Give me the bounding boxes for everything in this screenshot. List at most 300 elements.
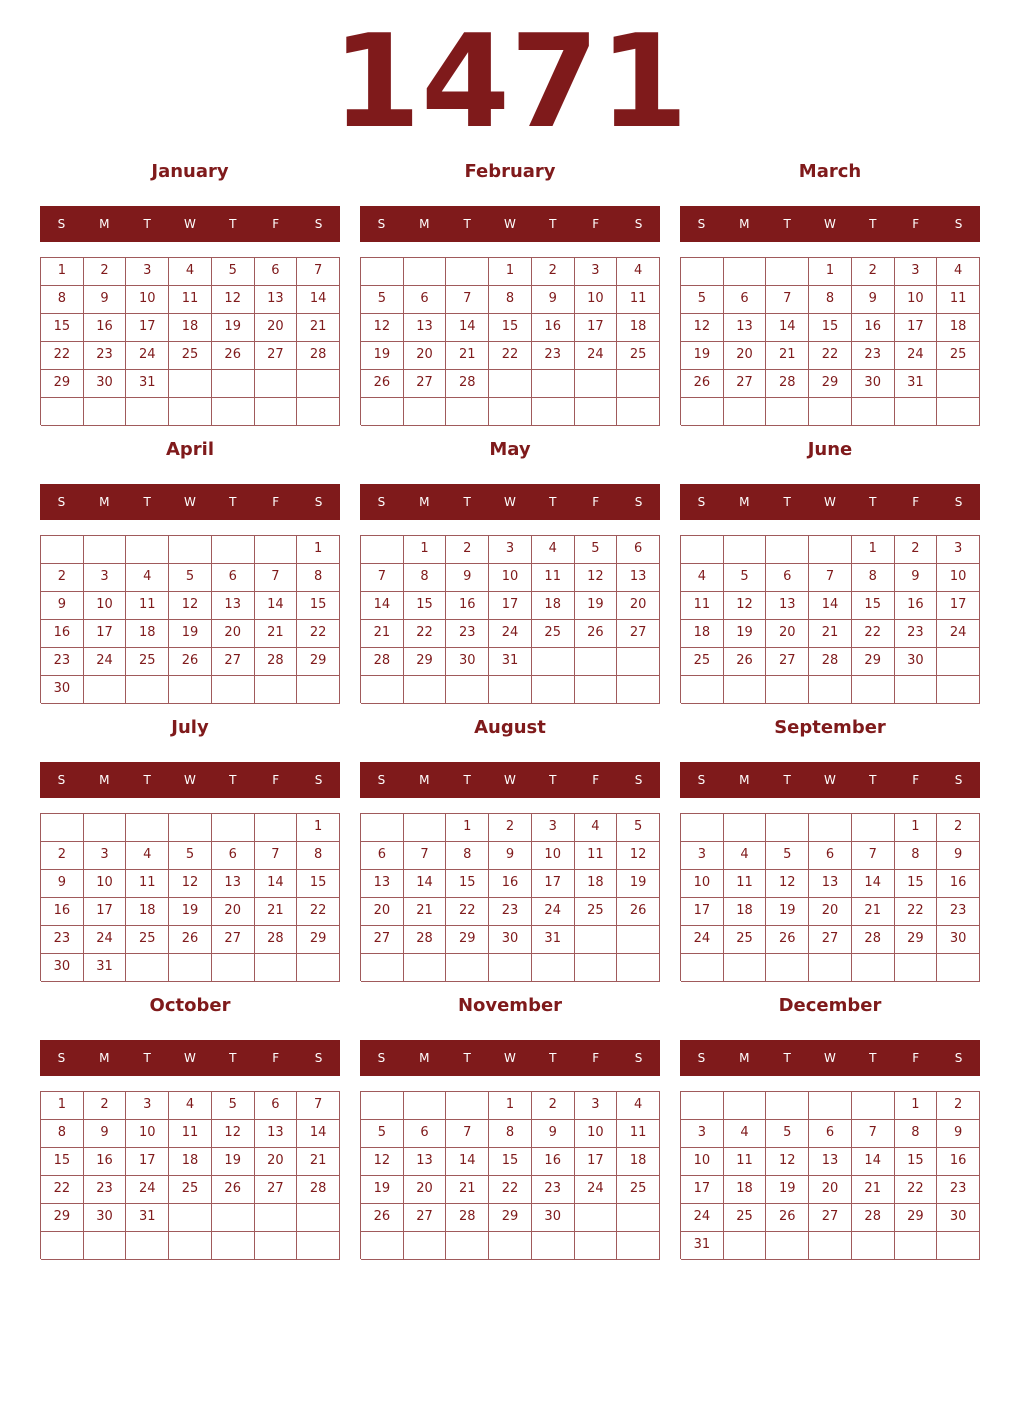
day-cell: 1 (297, 814, 340, 842)
day-cell: 21 (809, 620, 852, 648)
weekday-label: F (272, 773, 280, 787)
day-cell: 6 (617, 536, 660, 564)
year-title: 1471 (331, 8, 689, 157)
day-cell: 31 (895, 370, 938, 398)
day-cell: 1 (446, 814, 489, 842)
day-cell: 24 (126, 1176, 169, 1204)
weekday-label: M (99, 773, 110, 787)
day-cell: 10 (681, 1148, 724, 1176)
empty-cell (255, 676, 298, 704)
day-cell: 26 (724, 648, 767, 676)
day-cell: 27 (361, 926, 404, 954)
day-cell: 19 (361, 1176, 404, 1204)
day-cell: 1 (809, 258, 852, 286)
day-cell: 25 (617, 1176, 660, 1204)
empty-cell (404, 954, 447, 982)
day-grid (680, 257, 980, 425)
weekday-label: S (377, 495, 386, 509)
day-cell: 30 (84, 370, 127, 398)
weekday-label: W (504, 1051, 516, 1065)
weekday-label: S (57, 217, 66, 231)
empty-cell (809, 536, 852, 564)
day-cell: 20 (255, 1148, 298, 1176)
day-cell: 9 (532, 1120, 575, 1148)
empty-cell (937, 370, 980, 398)
empty-cell (617, 954, 660, 982)
day-cell: 10 (126, 1120, 169, 1148)
day-cell: 16 (852, 314, 895, 342)
empty-cell (575, 1232, 618, 1260)
weekday-label: T (463, 1051, 471, 1065)
empty-cell (126, 1232, 169, 1260)
day-cell: 26 (169, 926, 212, 954)
day-cell: 16 (84, 1148, 127, 1176)
day-cell: 24 (126, 342, 169, 370)
day-cell: 18 (724, 898, 767, 926)
weekday-label: S (697, 773, 706, 787)
empty-cell (255, 1232, 298, 1260)
day-cell: 24 (681, 926, 724, 954)
day-cell: 25 (575, 898, 618, 926)
day-cell: 19 (169, 620, 212, 648)
day-cell: 6 (809, 842, 852, 870)
empty-cell (937, 954, 980, 982)
day-cell: 7 (446, 1120, 489, 1148)
day-cell: 7 (361, 564, 404, 592)
day-cell: 13 (212, 870, 255, 898)
day-cell: 15 (489, 1148, 532, 1176)
empty-cell (404, 398, 447, 426)
day-cell: 7 (766, 286, 809, 314)
day-cell: 11 (126, 592, 169, 620)
day-cell: 1 (895, 814, 938, 842)
weekday-label: W (504, 773, 516, 787)
empty-cell (895, 954, 938, 982)
weekday-label: T (143, 1051, 151, 1065)
day-cell: 19 (766, 1176, 809, 1204)
day-cell: 21 (446, 342, 489, 370)
day-cell: 12 (212, 1120, 255, 1148)
day-cell: 13 (809, 870, 852, 898)
day-cell: 18 (681, 620, 724, 648)
day-cell: 31 (681, 1232, 724, 1260)
month-title: May (489, 439, 531, 460)
day-cell: 15 (404, 592, 447, 620)
day-cell: 18 (126, 620, 169, 648)
empty-cell (489, 676, 532, 704)
day-cell: 22 (489, 342, 532, 370)
empty-cell (361, 954, 404, 982)
day-cell: 23 (489, 898, 532, 926)
day-cell: 24 (84, 648, 127, 676)
month-title: January (151, 161, 229, 182)
day-cell: 3 (126, 258, 169, 286)
empty-cell (212, 1232, 255, 1260)
empty-cell (766, 258, 809, 286)
day-cell: 17 (681, 1176, 724, 1204)
day-cell: 6 (724, 286, 767, 314)
day-cell: 8 (895, 842, 938, 870)
day-cell: 21 (446, 1176, 489, 1204)
day-cell: 30 (489, 926, 532, 954)
day-cell: 9 (84, 1120, 127, 1148)
day-cell: 8 (489, 1120, 532, 1148)
day-cell: 2 (532, 258, 575, 286)
weekday-label: S (634, 1051, 643, 1065)
weekday-label: T (229, 217, 237, 231)
day-cell: 10 (532, 842, 575, 870)
day-cell: 15 (895, 1148, 938, 1176)
day-cell: 30 (852, 370, 895, 398)
day-cell: 8 (446, 842, 489, 870)
day-cell: 16 (532, 314, 575, 342)
day-cell: 20 (404, 1176, 447, 1204)
weekday-label: W (184, 1051, 196, 1065)
day-cell: 5 (361, 1120, 404, 1148)
day-cell: 7 (297, 1092, 340, 1120)
day-cell: 25 (681, 648, 724, 676)
weekday-header (680, 484, 980, 520)
weekday-label: F (592, 217, 600, 231)
day-cell: 7 (255, 564, 298, 592)
day-cell: 4 (617, 258, 660, 286)
weekday-label: T (869, 495, 877, 509)
day-cell: 22 (41, 342, 84, 370)
weekday-label: S (697, 217, 706, 231)
empty-cell (724, 1232, 767, 1260)
day-cell: 17 (84, 620, 127, 648)
day-cell: 17 (895, 314, 938, 342)
day-cell: 9 (895, 564, 938, 592)
day-cell: 17 (681, 898, 724, 926)
day-cell: 20 (617, 592, 660, 620)
day-cell: 27 (617, 620, 660, 648)
empty-cell (169, 814, 212, 842)
weekday-label: T (869, 773, 877, 787)
day-cell: 27 (212, 926, 255, 954)
day-cell: 5 (766, 1120, 809, 1148)
day-cell: 2 (532, 1092, 575, 1120)
day-cell: 15 (297, 870, 340, 898)
day-grid (40, 535, 340, 703)
empty-cell (361, 536, 404, 564)
day-cell: 20 (809, 1176, 852, 1204)
day-cell: 21 (297, 1148, 340, 1176)
empty-cell (575, 926, 618, 954)
empty-cell (297, 676, 340, 704)
day-cell: 21 (852, 898, 895, 926)
day-cell: 22 (489, 1176, 532, 1204)
empty-cell (766, 1232, 809, 1260)
day-cell: 23 (532, 1176, 575, 1204)
day-cell: 15 (297, 592, 340, 620)
day-cell: 26 (617, 898, 660, 926)
weekday-label: T (869, 217, 877, 231)
weekday-label: W (824, 217, 836, 231)
empty-cell (681, 398, 724, 426)
empty-cell (361, 1232, 404, 1260)
day-cell: 10 (895, 286, 938, 314)
day-cell: 17 (489, 592, 532, 620)
empty-cell (297, 370, 340, 398)
day-cell: 11 (681, 592, 724, 620)
day-cell: 10 (681, 870, 724, 898)
weekday-label: S (314, 773, 323, 787)
day-cell: 31 (84, 954, 127, 982)
day-cell: 10 (489, 564, 532, 592)
day-cell: 16 (41, 898, 84, 926)
empty-cell (809, 1092, 852, 1120)
day-cell: 30 (84, 1204, 127, 1232)
weekday-header (680, 762, 980, 798)
day-cell: 3 (84, 564, 127, 592)
weekday-label: T (869, 1051, 877, 1065)
day-cell: 2 (446, 536, 489, 564)
day-cell: 18 (126, 898, 169, 926)
weekday-label: M (739, 217, 750, 231)
day-cell: 10 (84, 870, 127, 898)
day-cell: 5 (361, 286, 404, 314)
day-cell: 20 (212, 620, 255, 648)
day-cell: 16 (895, 592, 938, 620)
day-cell: 26 (212, 1176, 255, 1204)
weekday-label: S (954, 773, 963, 787)
weekday-label: S (314, 1051, 323, 1065)
day-cell: 4 (724, 842, 767, 870)
day-cell: 23 (446, 620, 489, 648)
empty-cell (255, 370, 298, 398)
day-cell: 26 (361, 370, 404, 398)
day-cell: 19 (617, 870, 660, 898)
weekday-label: M (99, 217, 110, 231)
day-cell: 28 (809, 648, 852, 676)
day-cell: 9 (84, 286, 127, 314)
weekday-label: S (634, 217, 643, 231)
day-cell: 15 (41, 1148, 84, 1176)
empty-cell (489, 370, 532, 398)
day-cell: 8 (41, 286, 84, 314)
day-cell: 25 (169, 1176, 212, 1204)
empty-cell (937, 1232, 980, 1260)
day-cell: 7 (446, 286, 489, 314)
day-cell: 4 (126, 564, 169, 592)
day-cell: 9 (532, 286, 575, 314)
day-cell: 14 (852, 870, 895, 898)
day-cell: 16 (532, 1148, 575, 1176)
weekday-label: S (314, 217, 323, 231)
weekday-label: T (229, 495, 237, 509)
month-title: September (774, 717, 886, 738)
empty-cell (404, 1092, 447, 1120)
empty-cell (404, 1232, 447, 1260)
day-cell: 3 (895, 258, 938, 286)
day-cell: 25 (937, 342, 980, 370)
day-cell: 1 (895, 1092, 938, 1120)
day-cell: 28 (446, 1204, 489, 1232)
month-title: March (798, 161, 862, 182)
day-cell: 6 (404, 286, 447, 314)
day-cell: 14 (255, 592, 298, 620)
empty-cell (126, 398, 169, 426)
empty-cell (724, 814, 767, 842)
empty-cell (41, 814, 84, 842)
day-cell: 4 (575, 814, 618, 842)
empty-cell (126, 814, 169, 842)
empty-cell (84, 814, 127, 842)
day-cell: 16 (41, 620, 84, 648)
weekday-label: T (783, 217, 791, 231)
weekday-label: S (634, 773, 643, 787)
month-title: February (464, 161, 556, 182)
day-cell: 30 (41, 954, 84, 982)
weekday-label: S (314, 495, 323, 509)
empty-cell (895, 676, 938, 704)
month-title: June (807, 439, 853, 460)
day-cell: 29 (41, 1204, 84, 1232)
day-cell: 19 (681, 342, 724, 370)
empty-cell (937, 676, 980, 704)
day-cell: 5 (575, 536, 618, 564)
day-cell: 21 (361, 620, 404, 648)
day-cell: 30 (937, 1204, 980, 1232)
weekday-label: M (419, 217, 430, 231)
day-cell: 29 (404, 648, 447, 676)
day-cell: 19 (212, 1148, 255, 1176)
weekday-header (680, 1040, 980, 1076)
day-cell: 24 (937, 620, 980, 648)
weekday-label: T (549, 495, 557, 509)
weekday-header (360, 762, 660, 798)
day-cell: 9 (446, 564, 489, 592)
day-cell: 19 (169, 898, 212, 926)
weekday-header (40, 484, 340, 520)
day-cell: 14 (766, 314, 809, 342)
day-cell: 31 (126, 1204, 169, 1232)
empty-cell (489, 398, 532, 426)
weekday-label: S (57, 495, 66, 509)
day-cell: 26 (361, 1204, 404, 1232)
day-cell: 22 (809, 342, 852, 370)
empty-cell (361, 676, 404, 704)
day-cell: 19 (575, 592, 618, 620)
empty-cell (852, 954, 895, 982)
empty-cell (937, 648, 980, 676)
day-cell: 14 (404, 870, 447, 898)
weekday-label: S (377, 1051, 386, 1065)
empty-cell (169, 1232, 212, 1260)
day-cell: 1 (41, 1092, 84, 1120)
empty-cell (617, 926, 660, 954)
day-cell: 6 (212, 842, 255, 870)
day-cell: 23 (532, 342, 575, 370)
day-cell: 5 (212, 258, 255, 286)
day-cell: 25 (532, 620, 575, 648)
day-cell: 1 (297, 536, 340, 564)
day-cell: 2 (84, 1092, 127, 1120)
weekday-label: T (783, 1051, 791, 1065)
day-cell: 27 (255, 342, 298, 370)
weekday-header (360, 206, 660, 242)
day-cell: 25 (724, 1204, 767, 1232)
day-cell: 3 (532, 814, 575, 842)
weekday-label: S (57, 1051, 66, 1065)
empty-cell (895, 398, 938, 426)
day-cell: 5 (617, 814, 660, 842)
day-cell: 20 (361, 898, 404, 926)
empty-cell (212, 676, 255, 704)
empty-cell (724, 536, 767, 564)
empty-cell (766, 1092, 809, 1120)
day-cell: 29 (446, 926, 489, 954)
day-cell: 15 (809, 314, 852, 342)
empty-cell (489, 1232, 532, 1260)
empty-cell (41, 1232, 84, 1260)
day-cell: 8 (809, 286, 852, 314)
weekday-label: S (954, 1051, 963, 1065)
empty-cell (169, 370, 212, 398)
day-cell: 9 (41, 592, 84, 620)
weekday-label: T (783, 773, 791, 787)
day-cell: 2 (41, 564, 84, 592)
day-cell: 28 (852, 926, 895, 954)
day-cell: 27 (404, 1204, 447, 1232)
weekday-label: F (272, 1051, 280, 1065)
day-cell: 20 (809, 898, 852, 926)
day-cell: 28 (255, 648, 298, 676)
day-cell: 11 (617, 1120, 660, 1148)
weekday-label: M (419, 495, 430, 509)
empty-cell (575, 954, 618, 982)
day-cell: 2 (895, 536, 938, 564)
day-cell: 19 (361, 342, 404, 370)
day-cell: 19 (212, 314, 255, 342)
day-cell: 12 (361, 1148, 404, 1176)
day-cell: 1 (852, 536, 895, 564)
empty-cell (446, 676, 489, 704)
empty-cell (575, 676, 618, 704)
day-grid (680, 1091, 980, 1259)
empty-cell (724, 954, 767, 982)
day-cell: 14 (361, 592, 404, 620)
day-cell: 27 (766, 648, 809, 676)
day-cell: 20 (212, 898, 255, 926)
day-cell: 23 (41, 926, 84, 954)
day-cell: 16 (937, 870, 980, 898)
day-cell: 12 (575, 564, 618, 592)
day-grid (360, 257, 660, 425)
empty-cell (852, 814, 895, 842)
day-cell: 4 (937, 258, 980, 286)
day-cell: 28 (766, 370, 809, 398)
day-cell: 2 (489, 814, 532, 842)
empty-cell (255, 954, 298, 982)
day-cell: 14 (446, 1148, 489, 1176)
day-cell: 11 (126, 870, 169, 898)
day-cell: 12 (681, 314, 724, 342)
weekday-label: S (634, 495, 643, 509)
empty-cell (126, 536, 169, 564)
day-cell: 8 (895, 1120, 938, 1148)
day-cell: 5 (169, 564, 212, 592)
day-cell: 7 (852, 842, 895, 870)
empty-cell (255, 1204, 298, 1232)
day-cell: 22 (297, 620, 340, 648)
day-cell: 7 (297, 258, 340, 286)
day-cell: 13 (255, 286, 298, 314)
day-cell: 18 (169, 1148, 212, 1176)
day-cell: 22 (41, 1176, 84, 1204)
day-cell: 11 (169, 1120, 212, 1148)
